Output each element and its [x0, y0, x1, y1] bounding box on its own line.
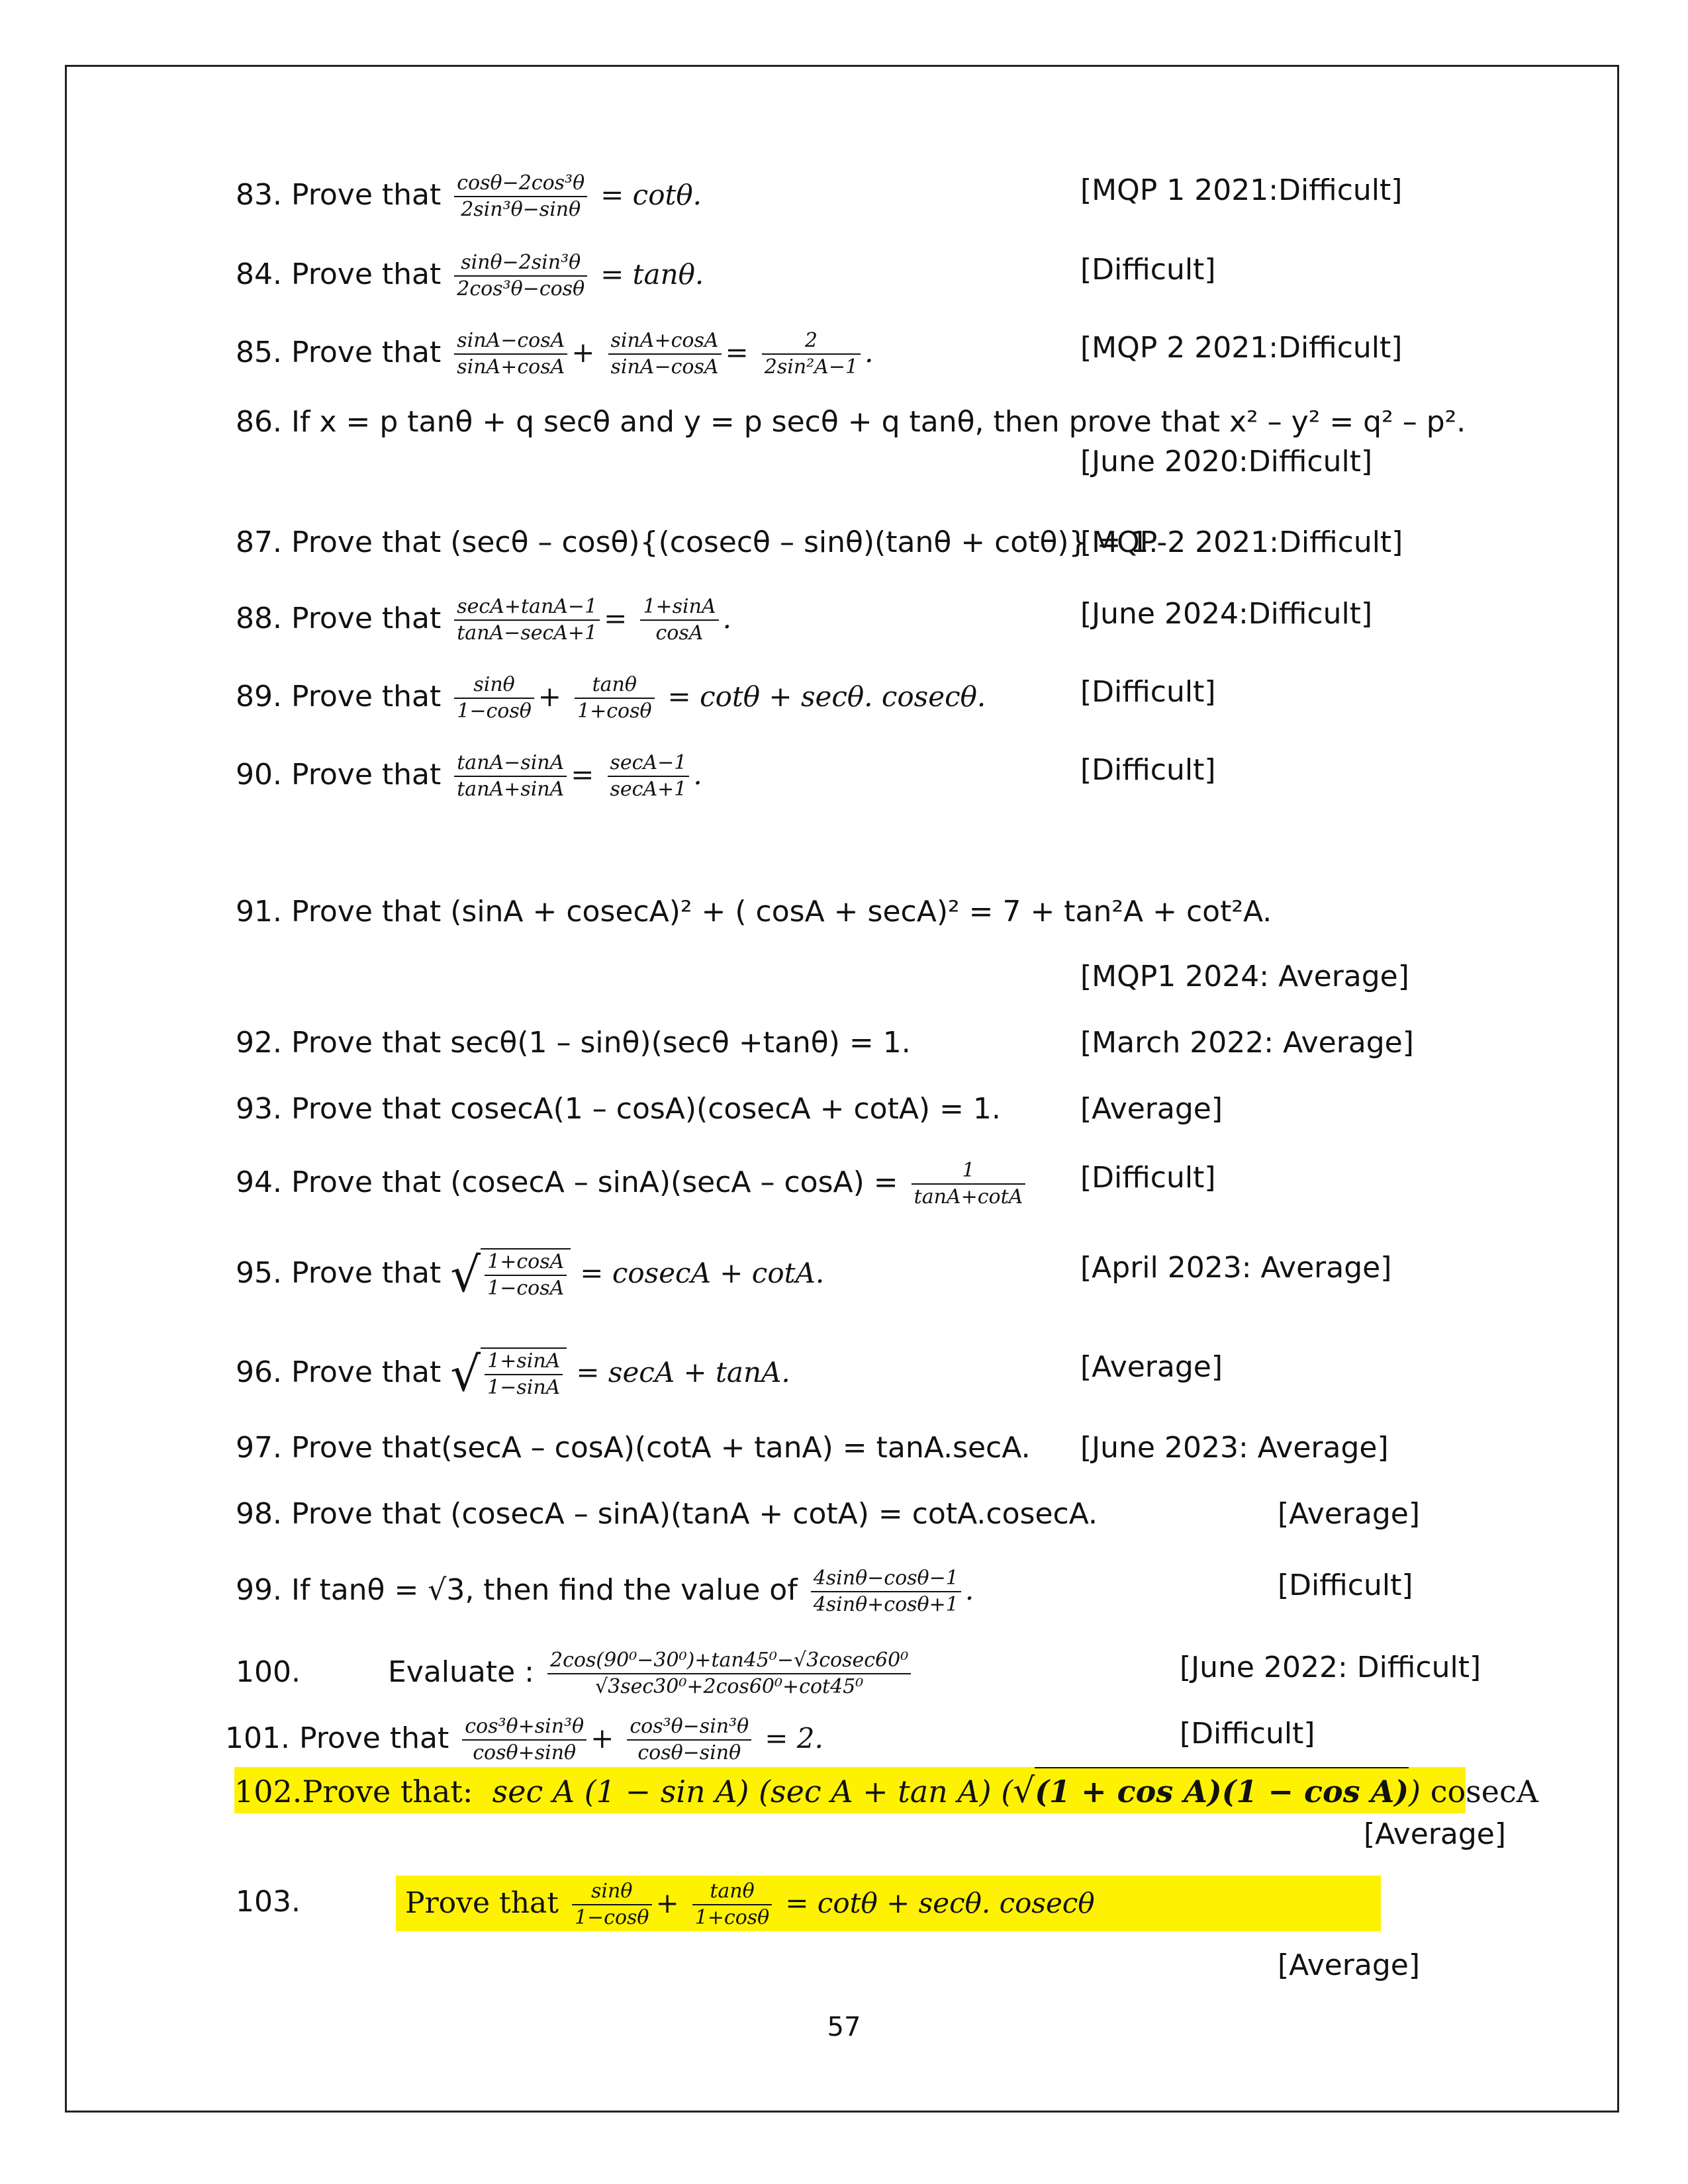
tag-98: [Average] [1278, 1497, 1421, 1531]
tag-85: [MQP 2 2021:Difficult] [1080, 331, 1403, 365]
question-98: 98. Prove that (cosecA – sinA)(tanA + cotA) = cotA.cosecA. [236, 1497, 1098, 1531]
tag-88: [June 2024:Difficult] [1080, 597, 1373, 631]
tag-103: [Average] [1278, 1948, 1421, 1982]
question-103-number: 103. [236, 1885, 301, 1919]
tag-94: [Difficult] [1080, 1161, 1216, 1195]
tag-95: [April 2023: Average] [1080, 1251, 1392, 1285]
tag-90: [Difficult] [1080, 753, 1216, 787]
tag-102: [Average] [1364, 1817, 1507, 1851]
question-85: 85. Prove that $\frac{\sin A-\cos A}{\sin A+\cos A}$ + $\frac{\sin A+\cos A}{\sin A-\cos A}$ = $\frac{2}{\text{2sin²A−1}}$ . [236, 329, 874, 379]
question-100: 100. Evaluate : $\frac{\text{2cos(90⁰−30⁰)+tan45⁰−√3cosec60⁰}}{\text{√3sec30⁰+2cos60⁰+cot45⁰}}$ [236, 1648, 915, 1700]
question-94: 94. Prove that (cosecA – sinA)(secA – cosA) = $\frac{1}{\tan A+\cot A}$ [236, 1158, 1029, 1210]
question-86: 86. If x = p tanθ + q secθ and y = p secθ + q tanθ, then prove that x² – y² = q² – p². [236, 405, 1466, 439]
tag-86: [June 2020:Difficult] [1080, 445, 1373, 478]
tag-92: [March 2022: Average] [1080, 1026, 1414, 1060]
tag-97: [June 2023: Average] [1080, 1431, 1389, 1465]
tag-84: [Difficult] [1080, 253, 1216, 287]
question-83: 83. Prove that $\frac{\text{cosθ−2cos³θ}}{\text{2sin³θ−sinθ}}$ = cotθ. [236, 171, 702, 221]
question-90: 90. Prove that $\frac{\tan A-\sin A}{\tan A+\sin A}$ = $\frac{\sec A-1}{\sec A+1}$ . [236, 751, 702, 801]
question-96: 96. Prove that √ $\frac{1+\sin A}{1-\sin A}$ = secA + tanA. [236, 1346, 790, 1402]
tag-83: [MQP 1 2021:Difficult] [1080, 173, 1403, 207]
question-88: 88. Prove that $\frac{\sec A+\tan A-1}{\tan A-\sec A+1}$ = $\frac{1+\sin A}{\cos A}$ . [236, 595, 731, 645]
question-102: 102.Prove that: sec A (1 − sin A) (sec A + tan A) (√(1 + cos A)(1 − cos A)) cosecA [234, 1767, 1466, 1813]
question-95: 95. Prove that √ $\frac{1+\cos A}{1-\cos A}$ = cosecA + cotA. [236, 1247, 825, 1302]
question-87: 87. Prove that (secθ – cosθ){(cosecθ – sinθ)(tanθ + cotθ)} = 1. [236, 525, 1158, 559]
question-89: 89. Prove that $\frac{\sin\theta}{1-\cos\theta}$ + $\frac{\tan\theta}{1+\cos\theta}$ = cotθ + secθ. cosecθ. [236, 673, 986, 723]
tag-96: [Average] [1080, 1350, 1223, 1384]
tag-87: [MQP-2 2021:Difficult] [1080, 525, 1403, 559]
question-103: Prove that $\frac{\sin\theta}{1-\cos\theta}$ + $\frac{\tan\theta}{1+\cos\theta}$ = cotθ + secθ. cosecθ [396, 1876, 1381, 1931]
tag-99: [Difficult] [1278, 1569, 1413, 1602]
question-101: 101. Prove that $\frac{\text{cos³θ+sin³θ}}{\cos\theta+\sin\theta}$ + $\frac{\text{cos³θ−sin³θ}}{\cos\theta-\sin\theta}$ = 2. [225, 1715, 823, 1764]
question-84: 84. Prove that $\frac{\text{sinθ−2sin³θ}}{\text{2cos³θ−cosθ}}$ = tanθ. [236, 251, 704, 300]
tag-91: [MQP1 2024: Average] [1080, 960, 1409, 993]
question-91: 91. Prove that (sinA + cosecA)² + ( cosA + secA)² = 7 + tan²A + cot²A. [236, 895, 1272, 929]
question-97: 97. Prove that(secA – cosA)(cotA + tanA) = tanA.secA. [236, 1431, 1031, 1465]
tag-100: [June 2022: Difficult] [1180, 1651, 1481, 1684]
tag-89: [Difficult] [1080, 675, 1216, 709]
tag-93: [Average] [1080, 1092, 1223, 1126]
page-number: 57 [827, 2012, 861, 2042]
question-93: 93. Prove that cosecA(1 – cosA)(cosecA + cotA) = 1. [236, 1092, 1001, 1126]
question-92: 92. Prove that secθ(1 – sinθ)(secθ +tanθ) = 1. [236, 1026, 911, 1060]
question-99: 99. If tanθ = √3, then find the value of $\frac{4\sin\theta-\cos\theta-1}{4\sin\theta+\cos\theta+1}$ . [236, 1567, 974, 1616]
tag-101: [Difficult] [1180, 1717, 1315, 1751]
